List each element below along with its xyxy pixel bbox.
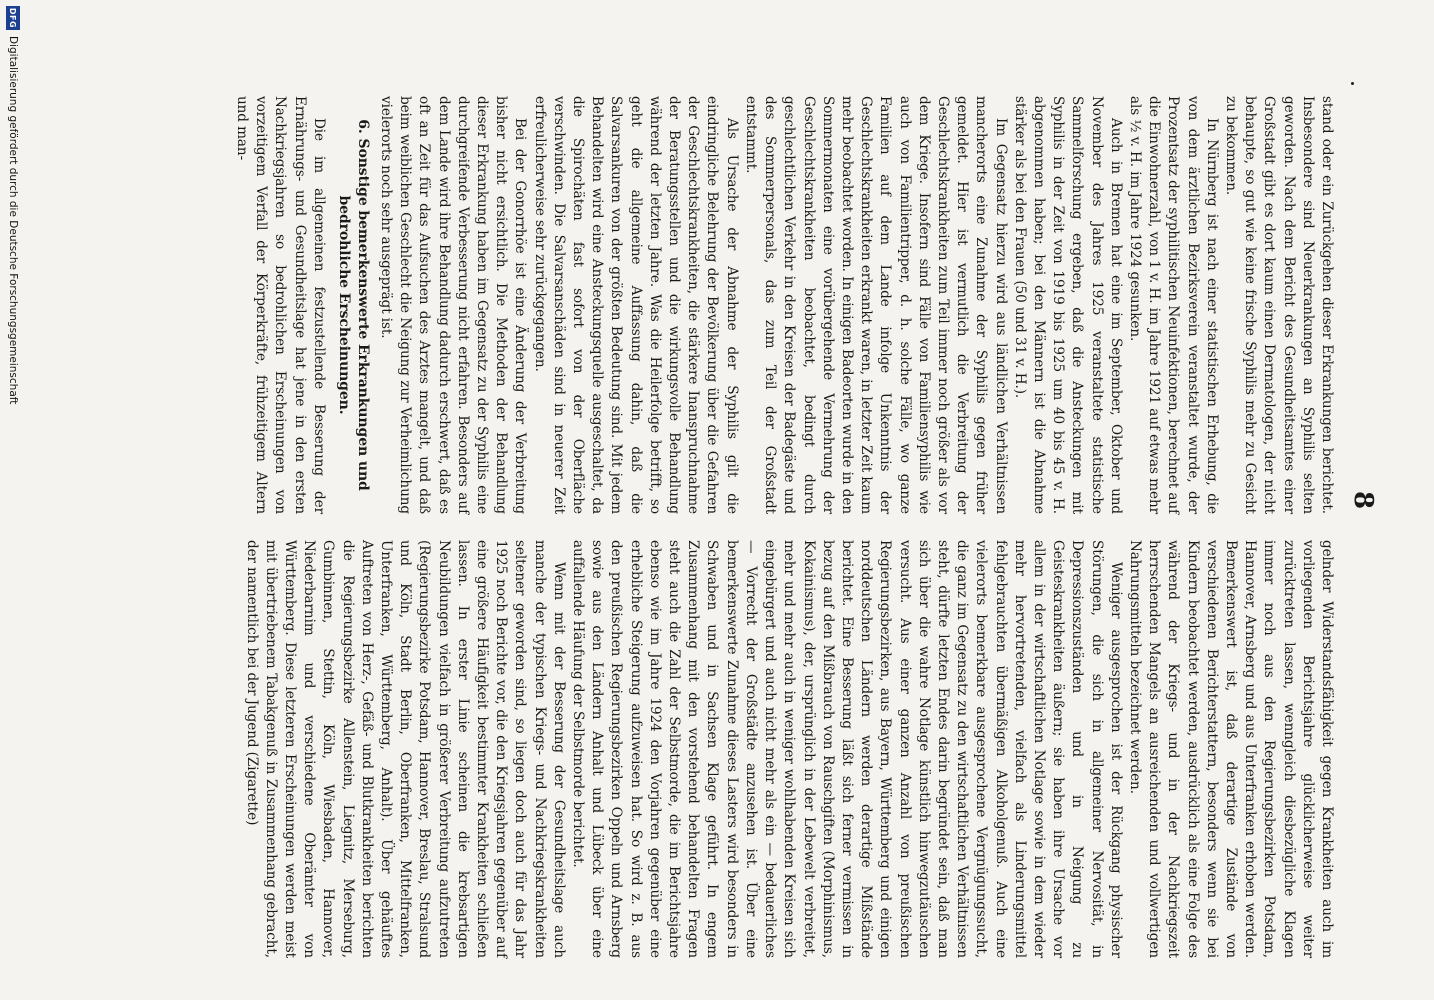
paragraph: Als Ursache der Abnahme der Syphilis gilt die eindringliche Belehrung der Bevölkerung über die Gefahren der Geschlechtskrankheiten, die stärkere Inanspruchnahme der Beratungsstellen und die wirkungsvolle Behandlung während der letzten Jahre. Was die Heilerfolge betrifft, so geht die allgemeine Auffassung dahin, daß die Salvarsankuren von der größten Bedeutung sind. Mit jedem Behandelten wird eine Ansteckungsquelle ausgeschaltet, da die Spirochäten fast sofort von der Oberfläche verschwinden. Die Salvarsanschäden sind in neuerer Zeit erfreulicherweise sehr zurückgegangen. xyxy=(531,96,740,514)
section-heading: 6. Sonstige bemerkenswerte Erkrankungen und bedrohliche Erscheinungen. xyxy=(335,119,371,491)
paragraph: Auch in Bremen hat eine im September, Oktober und November des Jahres 1925 veranstaltete statistische Sammelforschung ergeben, daß die Ansteckungen mit Syphilis in der Zeit von 1919 bis 1925 um 40 bis 45 v. H. abgenommen haben; bei den Männern ist die Abnahme stärker als bei den Frauen (50 und 31 v. H.). xyxy=(1011,96,1124,514)
left-column xyxy=(232,96,1336,514)
paragraph: Im Gegensatz hierzu wird aus ländlichen Verhältnissen mancherorts eine Zunahme der Syphilis gegen früher gemeldet. Hier ist vermutlich die Verbreitung der Geschlechtskrankheiten zum Teil immer noch größer als vor dem Kriege. Insofern sind Fälle von Familiensyphilis wie auch von Familientripper, d. h. solche Fälle, wo ganze Familien auf dem Lande infolge Unkenntnis der Geschlechtskrankheiten erkrankt waren, in letzter Zeit kaum mehr beobachtet worden. In einigen Badeorten wurde in den Sommermonaten eine vorübergehende Vermehrung der Geschlechtskrankheiten beobachtet, bedingt durch geschlechtlichen Verkehr in den Kreisen der Badegäste und des Sommerpersonals, das zum Teil der Großstadt entstammt. xyxy=(742,96,1009,514)
footer-text: Digitalisierung gefördert durch die Deutsche Forschungsgemeinschaft xyxy=(7,36,19,405)
page-number: 8 xyxy=(1348,490,1378,510)
paragraph: In Nürnberg ist nach einer statistischen Erhebung, die von dem ärztlichen Bezirksverein veranstaltet wurde, der Prozentsatz der syphilitischen Neuinfektionen, berechnet auf die Einwohnerzahl, von 1 v. H. im Jahre 1921 auf etwas mehr als ½ v. H. im Jahre 1924 gesunken. xyxy=(1126,96,1220,514)
paragraph: Die im allgemeinen festzustellende Besserung der Ernährungs- und Gesundheitslage hat jene in den ersten Nachkriegsjahren so bedrohlichen Erscheinungen von vorzeitigem Verfall der Körperkräfte, frühzeitigem Altern und man- xyxy=(234,96,327,514)
paragraph: gelnder Widerstandsfähigkeit gegen Krankheiten auch im vorliegenden Berichtsjahre glücklicherweise weiter zurücktreten lassen, wenngleich diesbezügliche Klagen immer noch aus den Regierungsbezirken Potsdam, Hannover, Arnsberg und aus Unterfranken erhoben werden. Bemerkenswert ist, daß derartige Zustände von verschiedenen Berichterstattern, besonders wenn sie bei Kindern beobachtet werden, ausdrücklich als eine Folge des während der Kriegs- und in der Nachkriegszeit herrschenden Mangels an ausreichenden und vollwertigen Nahrungsmitteln bezeichnet werden. xyxy=(1126,540,1335,958)
paragraph: stand oder ein Zurückgehen dieser Erkrankungen berichtet. Insbesondere sind Neuerkrankungen an Syphilis selten geworden. Nach dem Bericht des Gesundheitsamtes einer Großstadt gibt es dort kaum einen Dermatologen, der nicht behaupte, so gut wie keine frische Syphilis mehr zu Gesicht zu bekommen. xyxy=(1222,96,1335,514)
right-column xyxy=(241,540,1336,958)
paragraph: Weniger ausgesprochen ist der Rückgang physischer Störungen, die sich in allgemeiner Nervosität, in Depressionszuständen und in Neigung zu Geisteskrankheiten äußern; sie haben ihre Ursache vor allem in der wirtschaftlichen Notlage sowie in dem wieder mehr hervortretenden, vielfach als Linderungsmittel fehlgebrauchten übermäßigen Alkoholgenuß. Auch eine vielerorts bemerkbare ausgesprochene Vergnügungssucht, die ganz im Gegensatz zu den wirtschaftlichen Verhältnissen steht, dürfte letzten Endes darin begründet sein, daß man sich über die wahre Notlage künstlich hinwegzutäuschen versucht. Aus einer ganzen Anzahl von preußischen Regierungsbezirken, aus Bayern, Württemberg und einigen norddeutschen Ländern werden derartige Mißstände berichtet. Eine Besserung läßt sich ferner vermissen in bezug auf den Mißbrauch von Rauschgiften (Morphinismus, Kokainismus), der, ursprünglich in der Lebewelt verbreitet, mehr und mehr auch in weniger wohlhabenden Kreisen sich eingebürgert und auch nicht mehr als ein — bedauerliches — Vorrecht der Großstädte anzusehen ist. Über eine bemerkenswerte Zunahme dieses Lasters wird besonders in Schwaben und in Sachsen Klage geführt. In engem Zusammenhang mit den vorstehend behandelten Fragen steht auch die Zahl der Selbstmorde, die im Berichtsjahre ebenso wie im Jahre 1924 den Vorjahren gegenüber eine erhebliche Steigerung aufzuweisen hat. So wird z. B. aus den preußischen Regierungsbezirken Oppeln und Arnsberg sowie aus den Ländern Anhalt und Lübeck über eine auffallende Häufung der Selbstmorde berichtet. xyxy=(570,540,1124,958)
dfg-logo-icon: DFG xyxy=(6,6,20,30)
digitization-footer xyxy=(6,0,20,1006)
paragraph: Bei der Gonorrhöe ist eine Änderung der Verbreitung bisher nicht ersichtlich. Die Methoden der Behandlung dieser Erkrankung haben im Gegensatz zu der Syphilis eine durchgreifende Verbesserung nicht erfahren. Besonders auf dem Lande wird ihre Behandlung dadurch erschwert, daß es oft an Zeit für das Aufsuchen des Arztes mangelt, und daß beim weiblichen Geschlecht die Neigung zur Verheimlichung vielerorts noch sehr ausgeprägt ist. xyxy=(378,96,529,514)
scan-speck xyxy=(1351,82,1354,85)
paragraph: Wenn mit der Besserung der Gesundheitslage auch manche der typischen Kriegs- und Nachkriegskrankheiten seltener geworden sind, so liegen doch auch für das Jahr 1925 noch Berichte vor, die den Kriegsjahren gegenüber auf eine größere Häufigkeit bestimmter Krankheiten schließen lassen. In erster Linie scheinen die krebsartigen Neubildungen vielfach in größerer Verbreitung aufzutreten (Regierungsbezirke Potsdam, Hannover, Breslau, Stralsund und Köln, Stadt Berlin, Oberfranken, Mittelfranken, Unterfranken, Württemberg, Anhalt). Über gehäuftes Auftreten von Herz-, Gefäß- und Blutkrankheiten berichten die Regierungsbezirke Allenstein, Liegnitz, Merseburg, Gumbinnen, Stettin, Köln, Wiesbaden, Hannover, Niederbarnim und verschiedene Oberämter von Württemberg. Diese letzteren Erscheinungen werden meist mit übertriebenem Tabakgenuß in Zusammenhang gebracht, der namentlich bei der Jugend (Zigarette) xyxy=(243,540,567,958)
